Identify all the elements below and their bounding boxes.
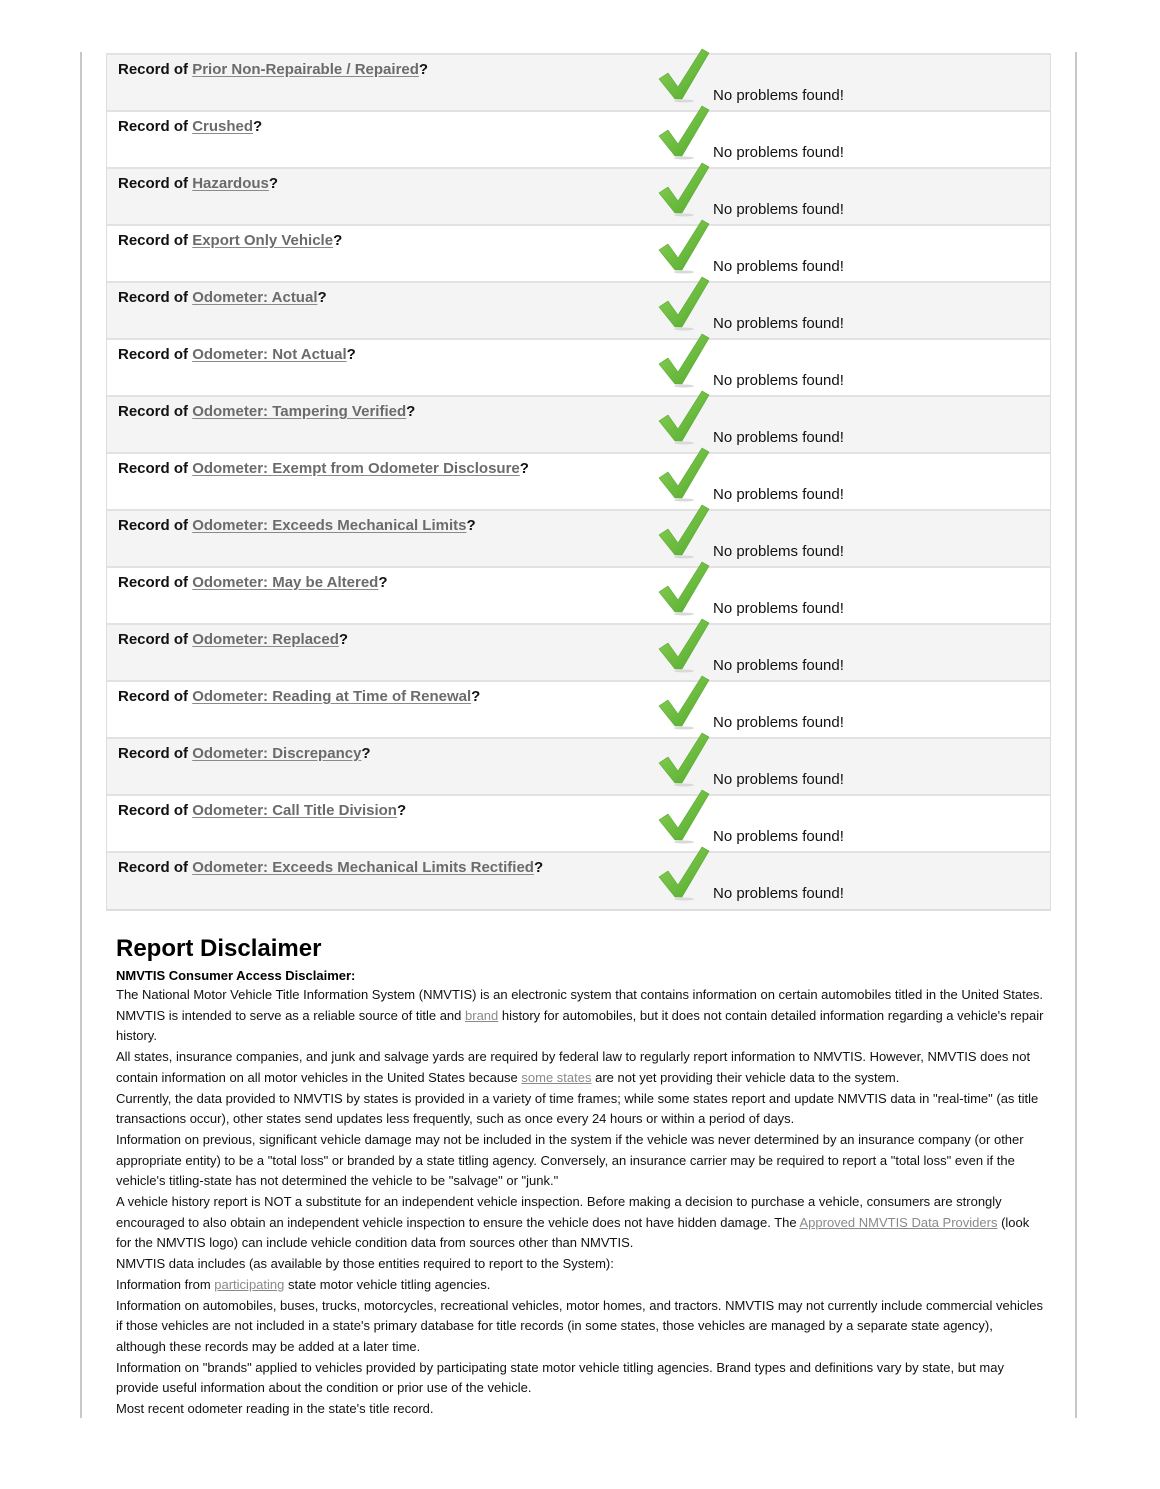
record-suffix: ? (406, 403, 416, 420)
green-checkmark-icon (656, 446, 712, 504)
record-prefix: Record of (118, 574, 189, 591)
record-row (107, 625, 1050, 682)
record-suffix: ? (533, 859, 544, 876)
paragraph-text: history for automobiles, but it does not contain detailed information regarding a vehicle's repair history. (116, 1007, 1044, 1044)
paragraph-text: Information on "brands" applied to vehicles provided by participating state motor vehicle titling agencies. Brand types and definitions vary by state, but may provide useful information about the condition or prior use of the vehicle. (116, 1359, 1004, 1396)
green-checkmark-icon (656, 161, 712, 219)
record-type-link[interactable]: Odometer: Exceeds Mechanical Limits Rectified (192, 859, 534, 876)
disclaimer-title: Report Disclaimer (116, 935, 322, 962)
record-row (107, 682, 1050, 739)
record-question (118, 802, 406, 819)
record-prefix: Record of (118, 802, 189, 819)
record-suffix: ? (268, 175, 279, 192)
disclaimer-link[interactable]: some states (521, 1069, 592, 1085)
disclaimer-paragraph (116, 1399, 1046, 1420)
record-type-link[interactable]: Odometer: May be Altered (192, 574, 379, 591)
record-prefix: Record of (118, 175, 189, 192)
record-suffix: ? (346, 346, 356, 363)
record-row (107, 511, 1050, 568)
record-question (118, 631, 348, 648)
paragraph-text: Most recent odometer reading in the state's title record. (116, 1401, 434, 1417)
paragraph-text: Currently, the data provided to NMVTIS by states is provided in a variety of time frames; while some states report and update NMVTIS data in "real-time" (as title transactions occur), other states send updates less frequently, such as once every 24 hours or within a period of days. (116, 1090, 1039, 1127)
disclaimer-link[interactable]: participating (214, 1276, 285, 1292)
record-suffix: ? (361, 745, 371, 762)
green-checkmark-icon (656, 218, 712, 276)
record-result: No problems found! (713, 201, 844, 218)
record-type-link[interactable]: Odometer: Exceeds Mechanical Limits (192, 517, 467, 534)
record-type-link[interactable]: Odometer: Tampering Verified (192, 403, 407, 420)
record-row (107, 226, 1050, 283)
record-prefix: Record of (118, 232, 189, 249)
record-question (118, 517, 476, 534)
disclaimer-body (116, 985, 1046, 1420)
green-checkmark-icon (656, 503, 712, 561)
record-row (107, 112, 1050, 169)
record-question (118, 232, 342, 249)
page-right-border (1075, 52, 1077, 1418)
disclaimer-subtitle: NMVTIS Consumer Access Disclaimer: (116, 968, 356, 983)
record-prefix: Record of (118, 403, 189, 420)
record-type-link[interactable]: Odometer: Exempt from Odometer Disclosure (192, 460, 520, 477)
record-suffix: ? (418, 61, 429, 78)
record-prefix: Record of (118, 118, 189, 135)
record-row (107, 397, 1050, 454)
disclaimer-paragraph (116, 985, 1046, 1047)
record-prefix: Record of (118, 688, 189, 705)
paragraph-text: (look for the NMVTIS logo) can include vehicle condition data from sources other than NMVTIS. (116, 1214, 1030, 1251)
record-row (107, 454, 1050, 511)
record-result: No problems found! (713, 600, 844, 617)
paragraph-text: Information on previous, significant vehicle damage may not be included in the system if the vehicle was never determined by an insurance company (or other appropriate entity) to be a "total loss" or branded by a state titling agency. Conversely, an insurance carrier may be required to report a "total loss" even if the vehicle's titling-state has not determined the vehicle to be "salvage" or "junk." (116, 1131, 1024, 1189)
record-row (107, 796, 1050, 853)
record-row (107, 340, 1050, 397)
disclaimer-paragraph (116, 1130, 1046, 1192)
record-row (107, 853, 1050, 910)
record-type-link[interactable]: Hazardous (192, 175, 269, 192)
green-checkmark-icon (656, 104, 712, 162)
record-result: No problems found! (713, 543, 844, 560)
green-checkmark-icon (656, 275, 712, 333)
record-question (118, 859, 543, 876)
record-result: No problems found! (713, 486, 844, 503)
page-left-border (80, 52, 82, 1418)
record-question (118, 745, 371, 762)
green-checkmark-icon (656, 47, 712, 105)
record-result: No problems found! (713, 771, 844, 788)
green-checkmark-icon (656, 617, 712, 675)
green-checkmark-icon (656, 731, 712, 789)
record-question (118, 688, 480, 705)
record-result: No problems found! (713, 315, 844, 332)
record-type-link[interactable]: Crushed (192, 118, 254, 135)
record-result: No problems found! (713, 429, 844, 446)
record-question (118, 289, 327, 306)
record-question (118, 574, 388, 591)
record-question (118, 175, 278, 192)
record-type-link[interactable]: Odometer: Reading at Time of Renewal (192, 688, 472, 705)
record-suffix: ? (338, 631, 349, 648)
record-prefix: Record of (118, 859, 189, 876)
disclaimer-paragraph (116, 1047, 1046, 1088)
record-result: No problems found! (713, 87, 844, 104)
disclaimer-paragraph (116, 1254, 1046, 1275)
paragraph-text: All states, insurance companies, and junk and salvage yards are required by federal law to regularly report information to NMVTIS. However, NMVTIS does not contain information on all motor vehicles in the United States because (116, 1049, 1031, 1085)
record-prefix: Record of (118, 517, 189, 534)
record-type-link[interactable]: Odometer: Actual (192, 289, 318, 306)
green-checkmark-icon (656, 845, 712, 903)
record-result: No problems found! (713, 372, 844, 389)
record-prefix: Record of (118, 289, 189, 306)
record-result: No problems found! (713, 885, 844, 902)
record-prefix: Record of (118, 745, 189, 762)
record-row (107, 55, 1050, 112)
paragraph-text: state motor vehicle titling agencies. (284, 1276, 491, 1292)
record-row (107, 283, 1050, 340)
paragraph-text: A vehicle history report is NOT a substitute for an independent vehicle inspection. Before making a decision to purchase a vehicle, consumers are strongly encouraged to also obtain an independent vehicle inspection to ensure the vehicle does not have hidden damage. The (116, 1194, 1002, 1230)
disclaimer-paragraph (116, 1358, 1046, 1399)
record-suffix: ? (466, 517, 476, 534)
record-type-link[interactable]: Export Only Vehicle (192, 232, 334, 249)
record-prefix: Record of (118, 631, 189, 648)
paragraph-text: The National Motor Vehicle Title Information System (NMVTIS) is an electronic system that contains information on certain automobiles titled in the United States. NMVTIS is intended to serve as a reliable source of title and (116, 987, 1044, 1023)
record-question (118, 118, 262, 135)
record-result: No problems found! (713, 828, 844, 845)
record-suffix: ? (317, 289, 327, 306)
record-suffix: ? (378, 574, 388, 591)
paragraph-text: NMVTIS data includes (as available by those entities required to report to the System): (116, 1256, 614, 1272)
record-question (118, 346, 356, 363)
record-type-link[interactable]: Odometer: Call Title Division (192, 802, 397, 819)
record-prefix: Record of (118, 61, 189, 78)
disclaimer-paragraph (116, 1275, 1046, 1296)
green-checkmark-icon (656, 674, 712, 732)
disclaimer-paragraph (116, 1089, 1046, 1130)
record-result: No problems found! (713, 144, 844, 161)
green-checkmark-icon (656, 560, 712, 618)
report-disclaimer (116, 934, 1046, 1420)
record-type-link[interactable]: Odometer: Replaced (192, 631, 339, 648)
record-suffix: ? (253, 118, 263, 135)
record-question (118, 460, 529, 477)
record-type-link[interactable]: Odometer: Discrepancy (192, 745, 362, 762)
record-row (107, 568, 1050, 625)
record-question (118, 61, 428, 78)
record-type-link[interactable]: Odometer: Not Actual (192, 346, 347, 363)
record-prefix: Record of (118, 460, 189, 477)
paragraph-text: Information on automobiles, buses, trucks, motorcycles, recreational vehicles, motor homes, and tractors. NMVTIS may not currently include commercial vehicles if those vehicles are not included in a state's primary database for title records (in some states, those vehicles are managed by a separate state agency), although these records may be added at a later time. (116, 1297, 1043, 1354)
green-checkmark-icon (656, 332, 712, 390)
green-checkmark-icon (656, 788, 712, 846)
disclaimer-paragraph (116, 1296, 1046, 1358)
record-result: No problems found! (713, 258, 844, 275)
disclaimer-link[interactable]: brand (465, 1007, 499, 1023)
record-prefix: Record of (118, 346, 189, 363)
record-result: No problems found! (713, 714, 844, 731)
paragraph-text: are not yet providing their vehicle data to the system. (591, 1069, 900, 1085)
record-suffix: ? (333, 232, 343, 249)
disclaimer-paragraph (116, 1192, 1046, 1254)
record-type-link[interactable]: Prior Non-Repairable / Repaired (192, 61, 419, 78)
records-table (106, 53, 1051, 911)
green-checkmark-icon (656, 389, 712, 447)
record-suffix: ? (519, 460, 529, 477)
record-suffix: ? (471, 688, 481, 705)
disclaimer-link[interactable]: Approved NMVTIS Data Providers (799, 1214, 998, 1230)
record-row (107, 169, 1050, 226)
record-question (118, 403, 415, 420)
record-result: No problems found! (713, 657, 844, 674)
record-row (107, 739, 1050, 796)
paragraph-text: Information from (116, 1276, 215, 1292)
record-suffix: ? (396, 802, 407, 819)
